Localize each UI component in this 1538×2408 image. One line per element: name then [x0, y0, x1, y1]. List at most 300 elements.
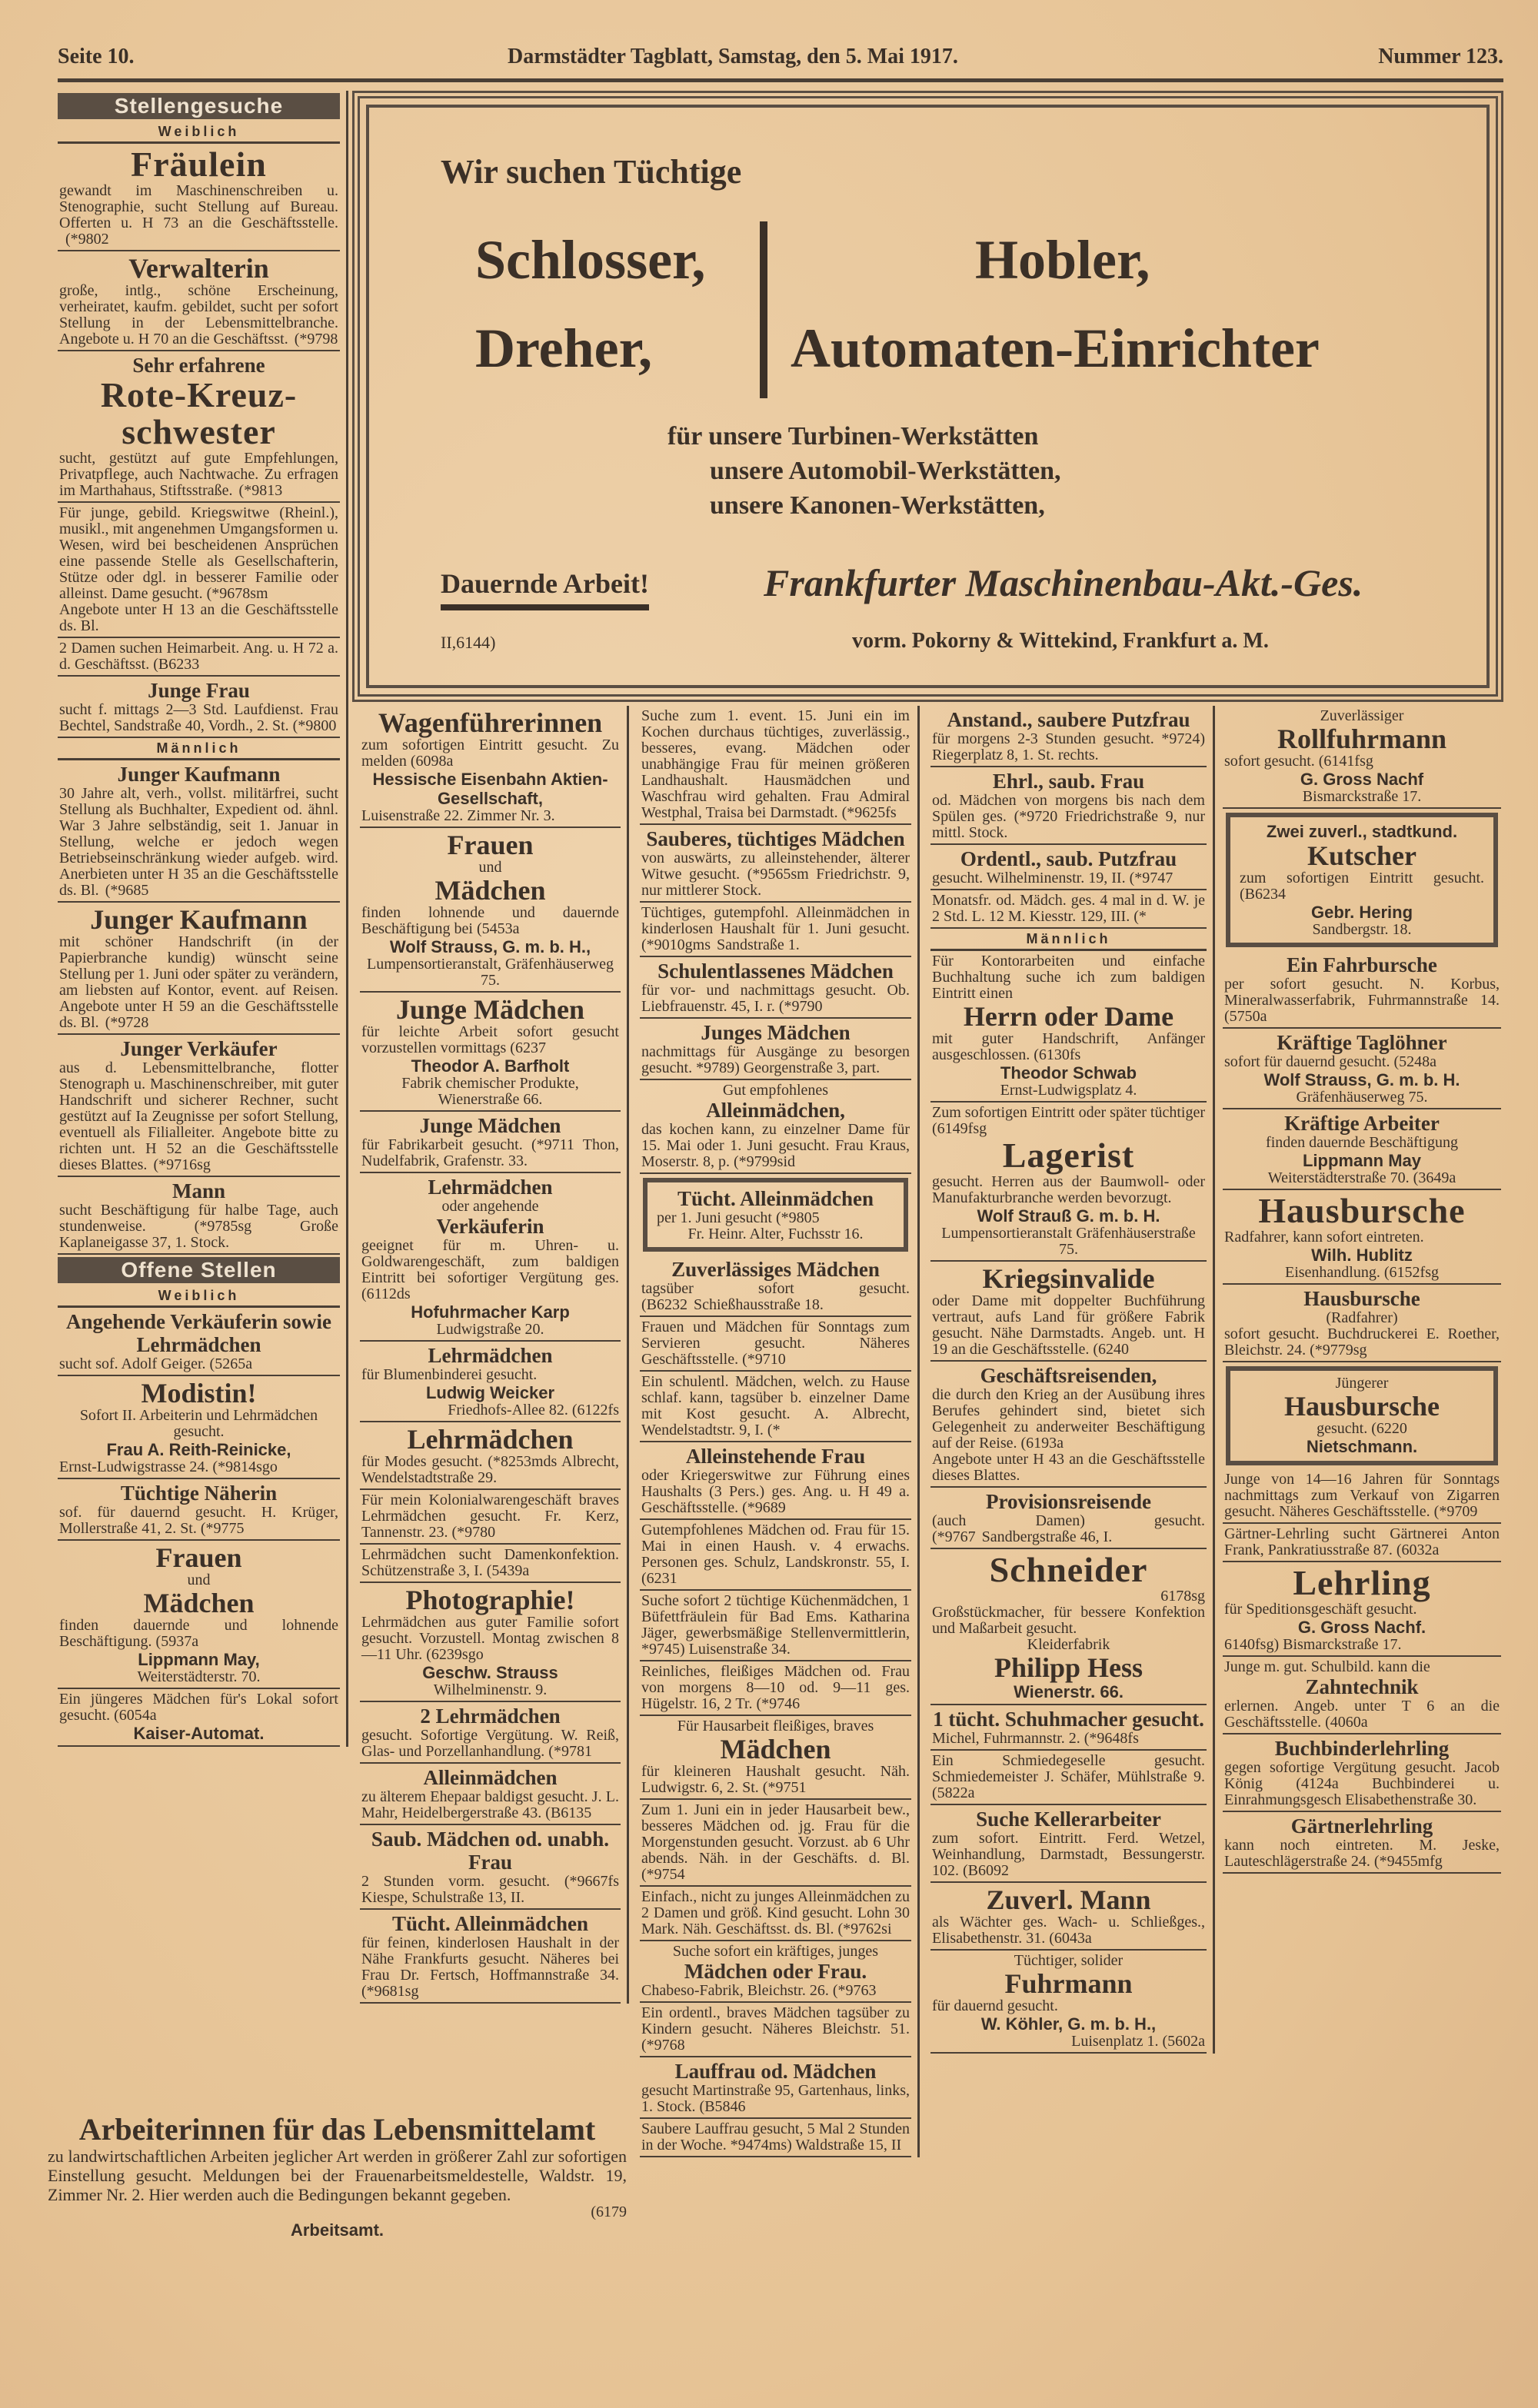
ad-body-text: per sofort gesucht. N. Korbus, Mineralwasserfabrik, Fuhrmannstraße 14. (5750a — [1224, 976, 1500, 1025]
classified-ad — [58, 1308, 340, 1376]
ad-body — [59, 786, 338, 899]
ad-body — [1224, 1637, 1500, 1653]
ad-signature: Hessische Eisenbahn Aktien-Gesellschaft, — [372, 770, 608, 808]
ad-headline: Verkäuferin — [436, 1215, 544, 1238]
ad-body-text: sofort für dauernd gesucht. (5248a — [1224, 1053, 1437, 1070]
ad-text: Ludwigstraße 20. — [436, 1321, 544, 1338]
ad-text: und — [478, 859, 502, 876]
ad-signature: Wilh. Hublitz — [1311, 1246, 1413, 1265]
ad-headline: Mädchen — [434, 875, 546, 906]
classified-ad — [930, 1262, 1207, 1362]
ad-headline: Provisionsreisende — [985, 1490, 1151, 1513]
ad-body — [641, 1122, 910, 1170]
ad-body-text: Einfach., nicht zu junges Alleinmädchen zu 2 Damen und größ. Kind gesucht. Lohn 30 Mark. Näh. Geschäftsst. ds. Bl. (*9762si — [641, 1888, 910, 1937]
ad-body-text: Michel, Fuhrmannstr. 2. (*9648fs — [932, 1730, 1139, 1747]
classified-ad — [58, 638, 340, 677]
classified-ad — [58, 251, 340, 351]
ad-text: Tüchtiger, solider — [1014, 1952, 1124, 1969]
ad-body — [641, 1664, 910, 1712]
ad-body-text: Chabeso-Fabrik, Bleichstr. 26. (*9763 — [641, 1982, 877, 1999]
ad-headline: Modistin! — [141, 1378, 257, 1409]
ad-signature: G. Gross Nachf — [1300, 770, 1424, 789]
classified-ad — [1223, 1469, 1501, 1524]
ad-body — [1240, 870, 1484, 903]
ad-headline: Junger Kaufmann — [90, 904, 308, 935]
classified-ad — [640, 706, 911, 825]
classified-ad — [360, 1422, 621, 1490]
ad-body — [1224, 1054, 1500, 1070]
classified-ad — [1223, 1109, 1501, 1190]
classified-ad — [640, 1080, 911, 1174]
ad-headline: Lehrmädchen — [407, 1424, 574, 1455]
ad-body — [59, 1505, 338, 1537]
ad-body — [361, 1024, 619, 1056]
ad-body-text: sofort gesucht. Buchdruckerei E. Roether, Bleichstr. 24. (*9779sg — [1224, 1325, 1500, 1359]
ad-job: Hobler, — [975, 229, 1150, 291]
classified-ad — [360, 1173, 621, 1342]
classified-ad — [58, 1035, 340, 1177]
ad-body-text: gesucht. Wilhelminenstr. 19, II. (*9747 — [932, 870, 1173, 886]
ad-divider — [760, 221, 767, 398]
ad-body — [361, 905, 619, 937]
ad-body — [1224, 1601, 1500, 1618]
ad-body-text: Suche zum 1. event. 15. Juni ein im Kochen durchaus tüchtiges, zuverlässig., besseres, evang. Mädchen oder unabhängige Frau für meinen größeren Landhaushalt. Hausmädchen und Waschfrau wird gehalten. Frau Admiral Westphal, Traisa bei Darmstadt. (*9625fs — [641, 707, 910, 821]
ad-body — [361, 1492, 619, 1541]
classified-ad — [930, 1103, 1207, 1262]
ad-body-text: tagsüber sofort gesucht. (B6232 — [641, 1280, 910, 1313]
ad-body-text: erlernen. Angeb. unter T 6 an die Geschäftsstelle. (4060a — [1224, 1698, 1500, 1731]
ad-headline: Kutscher — [1307, 840, 1416, 871]
ad-body-text: Zum sofortigen Eintritt oder später tüchtiger (6149fsg — [932, 1104, 1205, 1137]
ad-body-text: oder Dame mit doppelter Buchführung vertraut, aufs Land für größere Fabrik gesucht. Nähe Darmstadts. Angeb. unt. H 19 an die Geschäftsstelle. (6240 — [932, 1292, 1205, 1358]
page-number: Seite 10. — [58, 45, 135, 68]
ad-code: (*9685 — [105, 882, 149, 899]
ad-body-text: für leichte Arbeit sofort gesucht vorzustellen vormittags (6237 — [361, 1023, 619, 1056]
section-header: Offene Stellen — [58, 1257, 340, 1283]
ad-body-text: Frauen und Mädchen für Sonntags zum Servieren gesucht. Näheres Geschäftsstelle. (*9710 — [641, 1319, 910, 1368]
ad-headline: 2 Lehrmädchen — [420, 1705, 561, 1728]
classified-ad — [930, 767, 1207, 845]
ad-text: und — [187, 1572, 211, 1588]
ad-body-text: zum sofortigen Eintritt gesucht. Zu melden (6098a — [361, 737, 619, 770]
header-rule — [58, 78, 1503, 82]
ad-body — [59, 702, 338, 734]
ad-code: (*9728 — [105, 1014, 149, 1031]
ad-text: Weiterstädterstraße 70. (3649a — [1267, 1169, 1456, 1186]
ad-headline: Alleinstehende Frau — [685, 1445, 866, 1468]
ad-body — [1224, 1526, 1500, 1558]
ad-headline: Tücht. Alleinmädchen — [391, 1912, 589, 1935]
page-header — [58, 45, 1503, 75]
ad-signature: Wienerstr. 66. — [1014, 1682, 1124, 1701]
ad-body — [361, 1874, 619, 1906]
ad-body — [59, 1618, 338, 1650]
ad-body — [657, 1210, 894, 1226]
ad-body — [1224, 1659, 1500, 1675]
ad-body — [361, 1935, 619, 2000]
ad-body — [932, 953, 1205, 1002]
classified-ad — [640, 1887, 911, 1941]
ad-body-text: für feinen, kinderlosen Haushalt in der Nähe Frankfurts gesucht. Näheres bei Frau Dr. Fertsch, Hoffmannstraße 34. (*9681sg — [361, 1934, 619, 2000]
section-subheader: Weiblich — [58, 121, 340, 144]
ad-headline: Junge Mädchen — [419, 1114, 561, 1137]
column-5 — [1220, 706, 1504, 1874]
classified-ad — [58, 677, 340, 738]
ad-body — [361, 1728, 619, 1760]
classified-ad — [1223, 1562, 1501, 1657]
classified-ad — [640, 903, 911, 957]
section-subheader: Männlich — [930, 929, 1207, 951]
ad-headline: Gärtnerlehrling — [1290, 1814, 1433, 1838]
classified-ad — [930, 1951, 1207, 2054]
classified-ad — [1223, 1812, 1501, 1874]
ad-body — [932, 893, 1205, 925]
ad-headline: Rote-Kreuz-schwester — [100, 375, 298, 451]
ad-body — [1224, 1760, 1500, 1808]
classified-ad — [640, 1372, 911, 1442]
ad-body — [932, 1293, 1205, 1358]
ad-body-text: Lehrmädchen sucht Damenkonfektion. Schützenstraße 3, I. (5439a — [361, 1546, 619, 1579]
classified-ad — [58, 1177, 340, 1255]
ad-body-text: mit schöner Handschrift (in der Papierbranche kundig) wünscht seine Stellung per 1. Juni oder später zu verändern, am liebsten auf Kontor, event. auf Reisen. Angebote unter H 59 an die Geschäftsstelle ds. Bl. — [59, 933, 338, 1031]
ad-signature: Kaiser-Automat. — [133, 1724, 265, 1743]
ad-signature: Ludwig Weicker — [425, 1383, 555, 1402]
ad-body — [361, 1454, 619, 1486]
classified-ad — [930, 1805, 1207, 1883]
classified-ad — [360, 828, 621, 993]
ad-body — [1224, 1698, 1500, 1731]
ad-text: Lumpensortieranstalt Gräfenhäuserstraße 75. — [941, 1225, 1196, 1258]
classified-ad — [640, 1591, 911, 1661]
classified-ad — [640, 1941, 911, 2003]
ad-body — [641, 1593, 910, 1658]
classified-ad — [640, 1800, 911, 1887]
classified-ad — [360, 1702, 621, 1764]
ad-body — [1224, 1326, 1500, 1359]
ad-text: Sofort II. Arbeiterin und Lehrmädchen gesucht. — [79, 1407, 318, 1440]
ad-code: Schießhausstraße 18. — [694, 1296, 824, 1313]
ad-body — [932, 1831, 1205, 1879]
classified-ad — [360, 1825, 621, 1910]
ad-job: Automaten-Einrichter — [791, 318, 1320, 379]
classified-ad — [930, 1751, 1207, 1805]
classified-ad — [58, 144, 340, 251]
classified-ad — [1223, 1734, 1501, 1812]
ad-body — [932, 1174, 1205, 1206]
ad-headline: Sehr erfahrene — [132, 354, 265, 377]
ad-workshop: unsere Automobil-Werkstätten, — [710, 457, 1061, 485]
ad-body — [641, 1764, 910, 1796]
ad-text: gesucht. (6220 — [1317, 1420, 1407, 1437]
ad-body-text: mit guter Handschrift, Anfänger ausgeschlossen. (6130fs — [932, 1030, 1205, 1063]
ad-body-text: für Blumenbinderei gesucht. — [361, 1366, 538, 1383]
ad-headline: Ein Fahrbursche — [1287, 953, 1437, 976]
issue-number: Nummer 123. — [1378, 45, 1503, 68]
classified-ad — [58, 1479, 340, 1541]
ad-body — [641, 2083, 910, 2115]
featured-ad-frankfurter-maschinenbau — [352, 91, 1503, 702]
classified-ad — [360, 1342, 621, 1422]
ad-text: Eisenhandlung. (6152fsg — [1285, 1264, 1439, 1281]
classified-ad — [1226, 1366, 1498, 1465]
classified-ad — [930, 1549, 1207, 1705]
classified-ad — [640, 1317, 911, 1372]
ad-body — [59, 640, 338, 673]
ad-body — [932, 731, 1205, 763]
ad-signature: Frau A. Reith-Reinicke, — [106, 1440, 291, 1459]
classified-ad — [930, 1705, 1207, 1751]
classified-ad — [360, 706, 621, 828]
classified-ad — [640, 2119, 911, 2157]
classified-ad — [930, 1883, 1207, 1951]
ad-body — [1224, 1472, 1500, 1520]
ad-body — [641, 1281, 910, 1313]
ad-body — [361, 1789, 619, 1821]
ad-body-text: gesucht. Sofortige Vergütung. W. Reiß, Glas- und Porzellanhandlung. (*9781 — [361, 1727, 619, 1760]
ad-headline: Lagerist — [1002, 1136, 1135, 1175]
ad-body-text: Radfahrer, kann sofort eintreten. — [1224, 1229, 1424, 1246]
ad-body — [641, 1802, 910, 1883]
ad-headline: Lehrling — [1293, 1563, 1431, 1602]
ad-body-text: 2 Stunden vorm. gesucht. (*9667fs Kiespe, Schulstraße 13, II. — [361, 1873, 619, 1906]
ad-text: Sandbergstr. 18. — [1312, 921, 1412, 938]
ad-code: (*9716sg — [153, 1156, 211, 1173]
ad-body — [932, 793, 1205, 841]
ad-body — [361, 1137, 619, 1169]
classified-ad — [58, 1541, 340, 1689]
ad-code: (6179 — [591, 2203, 627, 2220]
ad-intro-2: Tüchtige — [614, 153, 742, 191]
ad-body-text: gesucht. Herren aus der Baumwoll- oder Manufakturbranche werden bevorzugt. — [932, 1173, 1205, 1206]
ad-body — [361, 1547, 619, 1579]
ad-headline: Suche Kellerarbeiter — [976, 1808, 1161, 1831]
ad-job: Dreher, — [475, 318, 652, 379]
ad-body — [59, 505, 338, 602]
ad-body-text: Ernst-Ludwigstrasse 24. (*9814sgo — [59, 1458, 278, 1475]
ad-body-text: Ein ordentl., braves Mädchen tagsüber zu Kindern gesucht. Näheres Bleichstr. 51. (*9768 — [641, 2004, 910, 2054]
ad-headline: Fuhrmann — [1004, 1968, 1133, 1999]
ad-body-text: nachmittags für Ausgänge zu besorgen gesucht. *9789) Georgenstraße 3, part. — [641, 1043, 910, 1076]
ad-headline: Hausbursche — [1258, 1191, 1466, 1230]
column-3 — [634, 706, 920, 2157]
ad-body — [361, 808, 619, 824]
ad-body — [361, 1615, 619, 1663]
ad-code: Luisenplatz 1. (5602a — [1071, 2033, 1205, 2050]
ad-body-text: Großstückmacher, für bessere Konfektion und Maßarbeit gesucht. — [932, 1604, 1205, 1637]
ad-body — [59, 1459, 338, 1475]
ad-headline: Mädchen — [143, 1588, 255, 1618]
ad-headline: Sauberes, tüchtiges Mädchen — [646, 827, 905, 850]
ad-body — [641, 1044, 910, 1076]
ad-body — [932, 1605, 1205, 1637]
ad-headline: 1 tücht. Schuhmacher gesucht. — [933, 1708, 1204, 1731]
ad-text: Kleiderfabrik — [1027, 1636, 1110, 1653]
ad-headline: Junges Mädchen — [701, 1021, 851, 1044]
ad-body-text: (auch Damen) gesucht. (*9767 — [932, 1512, 1205, 1545]
ad-body-text: gesucht Martinstraße 95, Gartenhaus, links, 1. Stock. (B5846 — [641, 2082, 910, 2115]
ad-body — [361, 737, 619, 770]
ad-text: Gut empfohlenes — [722, 1082, 829, 1099]
ad-body-text: für morgens 2-3 Stunden gesucht. *9724) Riegerplatz 8, 1. St. rechts. — [932, 730, 1205, 763]
ad-headline: Ordentl., saub. Putzfrau — [960, 847, 1177, 870]
ad-headline: Mädchen — [720, 1734, 831, 1764]
ad-headline: Lehrmädchen — [428, 1176, 553, 1199]
ad-body — [59, 602, 338, 634]
ad-body — [59, 1202, 338, 1251]
classified-ad — [1223, 1524, 1501, 1562]
ad-signature: Arbeitsamt. — [290, 2220, 384, 2240]
ad-headline: Frauen — [155, 1542, 242, 1573]
classified-ad — [360, 993, 621, 1112]
ad-text: Lumpensortieranstalt, Gräfenhäuserweg 75. — [367, 956, 614, 989]
ad-intro: Wir suchen — [441, 153, 606, 191]
ad-text: Jüngerer — [1335, 1375, 1389, 1392]
ad-signature: Nietschmann. — [1306, 1437, 1418, 1456]
classified-ad — [360, 1583, 621, 1702]
ad-body — [641, 1522, 910, 1587]
ad-workshop: für unsere Turbinen-Werkstätten — [667, 422, 1039, 451]
classified-ad — [930, 890, 1207, 929]
ad-text: Fr. Heinr. Alter, Fuchsstr 16. — [687, 1226, 864, 1242]
ad-headline: Junger Kaufmann — [117, 763, 281, 786]
classified-ad — [640, 825, 911, 903]
ad-headline: Verwalterin — [128, 253, 269, 284]
ad-body-text: für vor- und nachmittags gesucht. Ob. Liebfrauenstr. 45, I. r. (*9790 — [641, 982, 910, 1015]
ad-signature: Wolf Strauss, G. m. b. H., — [389, 937, 591, 956]
ad-body — [932, 870, 1205, 886]
classified-ad — [1223, 1029, 1501, 1109]
ad-text: (Radfahrer) — [1326, 1309, 1398, 1326]
ad-body-text: oder Kriegerswitwe zur Führung eines Haushalts (3 Pers.) ges. Ang. u. H 49 a. Geschäftsstelle. (*9689 — [641, 1467, 910, 1516]
ad-signature: Zwei zuverl., stadtkund. — [1266, 822, 1458, 841]
ad-body-text: Saubere Lauffrau gesucht, 5 Mal 2 Stunden in der Woche. *9474ms) Waldstraße 15, II — [641, 2120, 910, 2154]
ad-signature: G. Gross Nachf. — [1297, 1618, 1426, 1637]
ad-text: oder angehende — [441, 1198, 539, 1215]
ad-body-text: Angebote unter H 13 an die Geschäftsstelle ds. Bl. — [59, 601, 338, 634]
ad-body-text: Lehrmädchen aus guter Familie sofort gesucht. Vorzustell. Montag zwischen 8—11 Uhr. (6239sgo — [361, 1614, 619, 1663]
classified-ad — [58, 1376, 340, 1479]
classified-ad — [1223, 1657, 1501, 1734]
ad-body-text: finden dauernde und lohnende Beschäftigung. (5937a — [59, 1617, 338, 1650]
classified-ad — [930, 845, 1207, 890]
ad-signature: Wolf Strauß G. m. b. H. — [977, 1206, 1160, 1226]
ad-headline: Photographie! — [405, 1585, 575, 1615]
ad-text: Weiterstädterstr. 70. — [137, 1668, 261, 1685]
classified-ad — [58, 760, 340, 903]
ad-text: Fabrik chemischer Produkte, Wienerstraße 66. — [401, 1075, 579, 1108]
ad-body — [932, 1031, 1205, 1063]
ad-headline: Junger Verkäufer — [120, 1037, 278, 1060]
ad-code: Sandbergstraße 46, I. — [981, 1528, 1113, 1545]
ad-text: Ernst-Ludwigsplatz 4. — [1000, 1082, 1137, 1099]
ad-body — [641, 1319, 910, 1368]
ad-body-text: sofort gesucht. (6141fsg — [1224, 753, 1373, 770]
ad-body-text: für kleineren Haushalt gesucht. Näh. Ludwigstr. 6, 2. St. (*9751 — [641, 1763, 910, 1796]
ad-headline: Zuverl. Mann — [986, 1884, 1151, 1915]
ad-headline: Zuverlässiges Mädchen — [671, 1258, 880, 1281]
column-2 — [354, 706, 629, 2004]
ad-body — [641, 1889, 910, 1937]
ad-body-text: sof. für dauernd gesucht. H. Krüger, Mollerstraße 41, 2. St. (*9775 — [59, 1504, 338, 1537]
ad-body-text: geeignet für m. Uhren- u. Goldwarengeschäft, zum baldigen Eintritt bei sofortiger Vergütung ges. (6112ds — [361, 1237, 619, 1302]
ad-headline: Kräftige Arbeiter — [1284, 1112, 1440, 1135]
ad-body — [641, 983, 910, 1015]
ad-headline: Lehrmädchen — [428, 1344, 553, 1367]
ad-body-text: zum sofort. Eintritt. Ferd. Wetzel, Weinhandlung, Darmstadt, Bessungerstr. 102. (B6092 — [932, 1830, 1205, 1879]
ad-code: 6178sg — [1160, 1588, 1205, 1605]
ad-headline: Schulentlassenes Mädchen — [657, 960, 894, 983]
ad-body-text: Junge m. gut. Schulbild. kann die — [1224, 1658, 1430, 1675]
classified-ad — [1223, 1190, 1501, 1285]
classified-ad — [930, 951, 1207, 1103]
ad-body-text: für dauernd gesucht. — [932, 1997, 1058, 2014]
ad-body — [59, 451, 338, 499]
column-1 — [58, 91, 348, 1747]
classified-ad — [643, 1178, 908, 1252]
classified-ad — [58, 351, 340, 503]
ad-signature: Lippmann May — [1302, 1151, 1421, 1170]
ad-body — [1224, 753, 1500, 770]
ad-signature: Hofuhrmacher Karp — [411, 1302, 570, 1322]
ad-body — [932, 1387, 1205, 1452]
ad-body — [641, 2005, 910, 2054]
section-subheader: Weiblich — [58, 1285, 340, 1308]
ad-body-text: für Fabrikarbeit gesucht. (*9711 Thon, Nudelfabrik, Grafenstr. 33. — [361, 1136, 619, 1169]
ad-headline: Mann — [171, 1179, 226, 1202]
ad-signature: Gebr. Hering — [1310, 903, 1413, 922]
ad-body-text: per 1. Juni gesucht (*9805 — [657, 1209, 820, 1226]
ad-headline: Kriegsinvalide — [982, 1263, 1155, 1294]
newspaper-title: Darmstädter Tagblatt, Samstag, den 5. Mai 1917. — [508, 45, 958, 68]
ad-headline: Herrn oder Dame — [963, 1001, 1174, 1032]
ad-job: Schlosser, — [475, 229, 706, 291]
ad-body-text: die durch den Krieg an der Ausübung ihres Berufes gehindert sind, bietet sich Gelegenheit zu anderweiter Beschäftigung auf der Reise. (6193a — [932, 1386, 1205, 1452]
ad-body-text: Ein schulentl. Mädchen, welch. zu Hause schlaf. kann, tagsüber b. einzelner Dame mit Kost gesucht. A. Albrecht, Wendelstadtstr. 9, I. (* — [641, 1373, 910, 1438]
ad-company: Frankfurter Maschinenbau-Akt.-Ges. — [764, 561, 1363, 604]
ad-body-text: zum sofortigen Eintritt gesucht. (B6234 — [1240, 870, 1484, 903]
ad-body-text: zu älterem Ehepaar baldigst gesucht. J. L. Mahr, Heidelbergerstraße 43. (B6135 — [361, 1788, 619, 1821]
ad-headline: Angehende Verkäuferin sowie Lehrmädchen — [65, 1310, 331, 1356]
ad-body-text: sucht Beschäftigung für halbe Tage, auch stundenweise. (*9785sg Große Kaplaneigasse 37, 1. Stock. — [59, 1202, 338, 1251]
section-header: Stellengesuche — [58, 93, 340, 119]
ad-code: (*9802 — [65, 231, 109, 248]
ad-code: Sandstraße 1. — [717, 936, 800, 953]
ad-body: zu landwirtschaftlichen Arbeiten jeglicher Art werden in größerer Zahl zur sofortigen Einstellung gesucht. Meldungen bei der Frauenarbeitsmeldestelle, Waldstr. 19, Zimmer Nr. 2. Hier werden auch die Bedingungen bekannt gegeben. — [48, 2147, 627, 2204]
ad-text: Zuverlässiger — [1320, 707, 1404, 724]
ad-body-text: sucht sof. Adolf Geiger. (5265a — [59, 1355, 253, 1372]
ad-headline: Philipp Hess — [994, 1652, 1144, 1683]
ad-headline: Wagenführerinnen — [378, 707, 603, 738]
classified-ad — [360, 1545, 621, 1583]
ad-body-text: finden lohnende und dauernde Beschäftigung bei (5453a — [361, 904, 619, 937]
ad-body-text: od. Mädchen von morgens bis nach dem Spülen ges. (*9720 Friedrichstraße 9, nur mittl. Stock. — [932, 792, 1205, 841]
ad-headline: Schneider — [989, 1550, 1148, 1589]
ad-body — [932, 1998, 1205, 2014]
ad-body — [59, 183, 338, 248]
classified-ad — [58, 1689, 340, 1747]
ad-body-text: sucht f. mittags 2—3 Std. Laufdienst. Frau Bechtel, Sandstraße 40, Vordh., 2. St. (*9800 — [59, 701, 338, 734]
ad-body — [641, 1983, 910, 1999]
ad-code: (*9813 — [238, 482, 283, 499]
ad-body-text: das kochen kann, zu einzelner Dame für 15. Mai oder 1. Juni gesucht. Frau Kraus, Moserstr. 8, p. (*9799sid — [641, 1121, 910, 1170]
column-4 — [924, 706, 1215, 2054]
classified-ad — [360, 1112, 621, 1173]
ad-headline: Fräulein — [131, 145, 267, 184]
ad-headline: Mädchen oder Frau. — [684, 1960, 867, 1983]
ad-permanent-work: Dauernde Arbeit! — [441, 567, 649, 610]
classified-ad — [640, 1716, 911, 1800]
classified-ad — [1223, 951, 1501, 1029]
